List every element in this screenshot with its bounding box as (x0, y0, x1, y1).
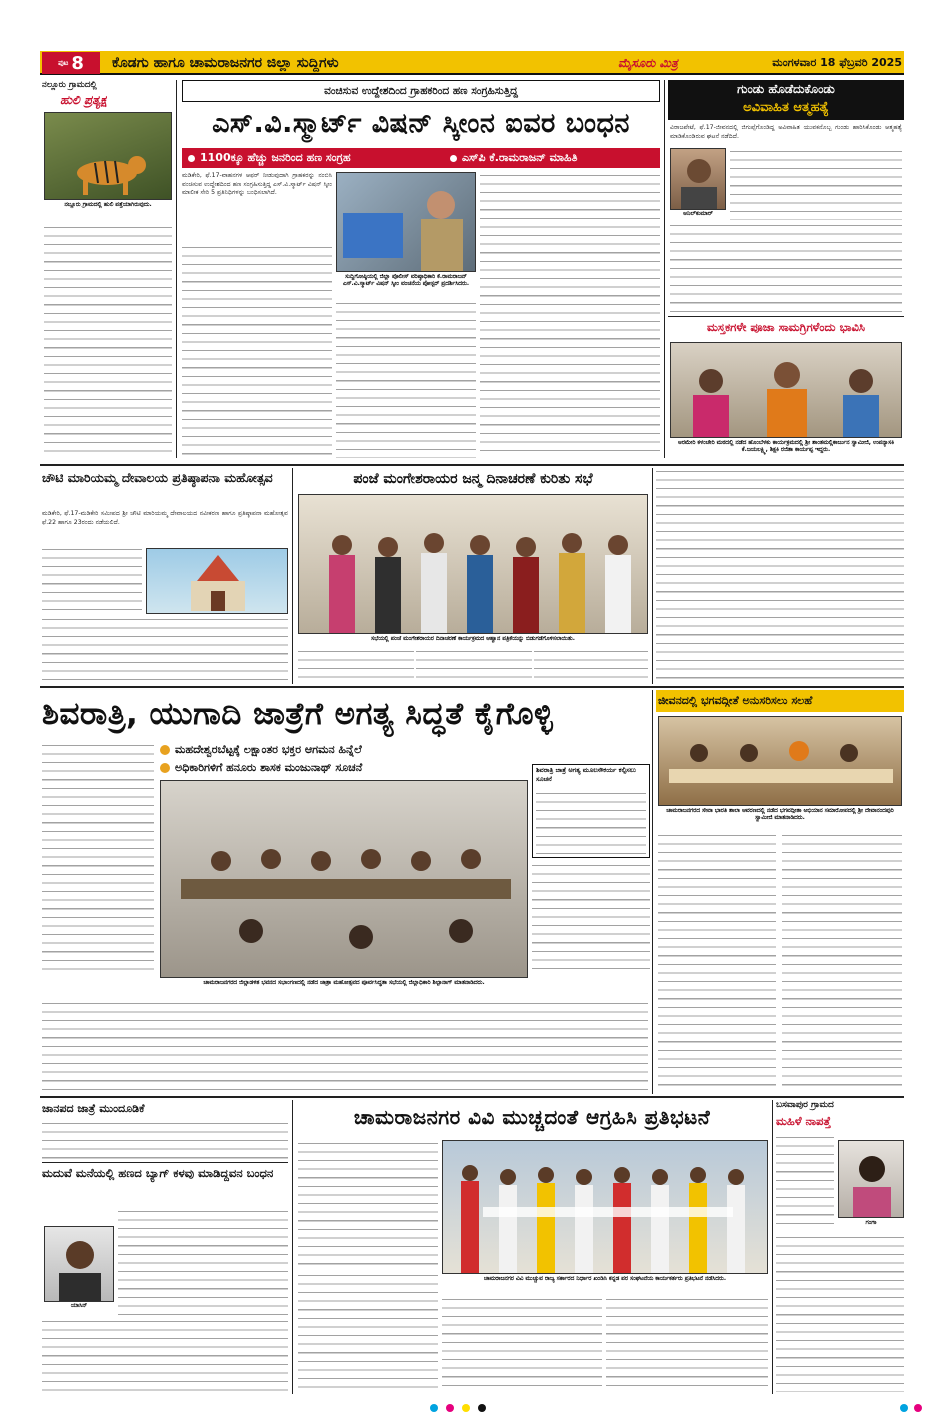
meeting-photo-icon (161, 781, 528, 978)
bullet-icon (188, 155, 195, 162)
registration-mark (478, 1404, 486, 1412)
tiger-title: ಹುಲಿ ಪ್ರತ್ಯಕ್ಷ (60, 93, 107, 107)
theft-body-b (42, 1318, 288, 1392)
col-rule (176, 80, 177, 458)
suicide-body-2 (670, 222, 902, 314)
lead-headline: ಎಸ್.ವಿ.ಸ್ಮಾರ್ಟ್ ವಿಷನ್ ಸ್ಕೀಂನ ಐವರ ಬಂಧನ (212, 108, 630, 139)
shivaratri-headline: ಶಿವರಾತ್ರಿ, ಯುಗಾದಿ ಜಾತ್ರೆಗೆ ಅಗತ್ಯ ಸಿದ್ಧತೆ ಕೈಗೊಳ್ಳಿ (42, 696, 554, 732)
temple-icon (147, 549, 288, 614)
theft-body-a (118, 1208, 288, 1318)
person-icon (839, 1141, 904, 1218)
protest-body-b (298, 1272, 438, 1392)
tiger-kicker: ನಲ್ಲೂರು ಗ್ರಾಮದಲ್ಲಿ (42, 80, 97, 90)
lead-body-col1 (182, 244, 332, 458)
row-rule (40, 686, 904, 688)
col-rule (664, 80, 665, 458)
puja-caption: ಅರಮೇರಿ ಕಳಂಚೇರಿ ಮಠದಲ್ಲಿ ನಡೆದ ಹೊಂಬೆಳಕು ಕಾರ್ಯಕ್ರಮದಲ್ಲಿ ಶ್ರೀ ಶಾಂತಮಲ್ಲಿಕಾರ್ಜುನ ಸ್ವಾಮೀಜಿ, ಉಪನ್ಯಾಸಕಿ ಕೆ.ಜಯಲಕ್ಷ್ಮಿ, ಶಿಕ್ಷಕಿ ರಜಿತಾ ಕಾರ್ಯಪ್ಪ ಇದ್ದರು. (678, 440, 894, 454)
shivaratri-caption: ಚಾಮರಾಜನಗರದ ಜಿಲ್ಲಾಡಳಿತ ಭವನದ ಸಭಾಂಗಣದಲ್ಲಿ ನಡೆದ ಜಾತ್ರಾ ಮಹೋತ್ಸವದ ಪೂರ್ವಸಿದ್ಧತಾ ಸಭೆಯಲ್ಲಿ ಜಿಲ್ಲಾಧಿಕಾರಿ ಶಿಲ್ಪಾನಾಗ್ ಮಾತನಾಡಿದರು. (203, 980, 485, 986)
panje-body-2 (416, 648, 532, 682)
registration-mark (462, 1404, 470, 1412)
gita-body-2 (782, 832, 902, 1092)
suicide-title: ಅವಿವಾಹಿತ ಆತ್ಮಹತ್ಯೆ (743, 100, 829, 115)
shivaratri-body-c (42, 1000, 648, 1092)
suicide-photo (670, 148, 726, 210)
theft-photo (44, 1226, 114, 1302)
shivaratri-body-a (42, 742, 154, 972)
page-number-badge (42, 52, 100, 74)
row-rule (668, 316, 904, 317)
lead-photo (336, 172, 476, 272)
gita-body-1 (658, 832, 776, 1092)
lead-body-col2 (336, 300, 476, 458)
page-number: 8 (71, 52, 84, 74)
col-rule (652, 690, 653, 1094)
suicide-photo-caption: ಅನಿಲ್‌ಕುಮಾರ್ (683, 211, 713, 217)
header-date: ಮಂಗಳವಾರ 18 ಫೆಬ್ರವರಿ 2025 (772, 56, 902, 69)
puja-photo (670, 342, 902, 438)
puja-body (656, 468, 904, 682)
protest-headline: ಚಾಮರಾಜನಗರ ವಿವಿ ಮುಚ್ಚದಂತೆ ಆಗ್ರಹಿಸಿ ಪ್ರತಿಭಟನೆ (353, 1105, 711, 1129)
lead-body-col3 (480, 172, 660, 458)
shivaratri-box-body (536, 790, 646, 854)
shivaratri-body-b (532, 862, 650, 970)
gita-title: ಜೀವನದಲ್ಲಿ ಭಗವದ್ಗೀತೆ ಅನುಸರಿಸಲು ಸಲಹೆ (658, 694, 813, 707)
person-icon (45, 1227, 114, 1302)
theft-title: ಮದುವೆ ಮನೆಯಲ್ಲಿ ಹಣದ ಬ್ಯಾಗ್ ಕಳವು ಮಾಡಿದ್ದವನ ಬಂಧನ (42, 1166, 274, 1180)
gita-photo (658, 716, 902, 806)
section-title: ಕೊಡಗು ಹಾಗೂ ಚಾಮರಾಜನಗರ ಜಿಲ್ಲಾ ಸುದ್ದಿಗಳು (112, 55, 339, 71)
gita-caption: ಚಾಮರಾಜನಗರದ ಸೇವಾ ಭಾರತಿ ಶಾಲಾ ಆವರಣದಲ್ಲಿ ನಡೆದ ಭಗವದ್ಗೀತಾ ಅಭಿಯಾನ ಸಮಾರೋಪದಲ್ಲಿ ಶ್ರೀ ದೇವಾನಂದಪುರಿ ಸ್ವಾಮೀಜಿ ಮಾತನಾಡಿದರು. (666, 808, 894, 822)
panje-photo (298, 494, 648, 634)
protest-body-d (606, 1296, 768, 1392)
panje-body-1 (298, 648, 414, 682)
person-icon (671, 149, 726, 210)
panje-caption: ಸಭೆಯಲ್ಲಿ ಪಂಜೆ ಮಂಗೇಶರಾಯರ ದಿನಾಚರಣೆ ಕಾರ್ಯಕ್ರಮದ ಆಹ್ವಾನ ಪತ್ರಿಕೆಯನ್ನು ಬಿಡುಗಡೆಗೊಳಿಸಲಾಯಿತು. (371, 636, 575, 642)
lead-kicker: ವಂಚಿಸುವ ಉದ್ದೇಶದಿಂದ ಗ್ರಾಹಕರಿಂದ ಹಣ ಸಂಗ್ರಹಿಸುತ್ತಿದ್ದ (324, 85, 518, 97)
registration-mark (900, 1404, 908, 1412)
lead-caption: ಸುದ್ದಿಗೋಷ್ಠಿಯಲ್ಲಿ ಜಿಲ್ಲಾ ಪೊಲೀಸ್ ವರಿಷ್ಠಾಧಿಕಾರಿ ಕೆ.ರಾಮರಾಜನ್ ಎಸ್.ವಿ.ಸ್ಮಾರ್ಟ್ ವಿಷನ್ ಸ್ಕೀಂ ವಂಚನೆಯ ಪೋಸ್ಟರ್ ಪ್ರದರ್ಶಿಸಿದರು. (342, 274, 470, 288)
row-rule (42, 1162, 288, 1163)
protest-body-c (442, 1296, 602, 1392)
police-officer-icon (337, 173, 476, 272)
shivaratri-sub1 (160, 742, 650, 758)
shivaratri-photo (160, 780, 528, 978)
suicide-kicker: ಗುಂಡು ಹೊಡೆದುಕೊಂಡು (737, 82, 835, 96)
lead-sub1 (188, 150, 448, 166)
tiger-caption: ನಲ್ಲೂರು ಗ್ರಾಮದಲ್ಲಿ ಹುಲಿ ಪತ್ತೆಯಾಗಿರುವುದು. (64, 202, 152, 208)
lead-intro: ಮಡಿಕೇರಿ, ಫೆ.17-ವಾಹನಗಳ ಆಫರ್ ನೀಡುವುದಾಗಿ ಗ್ರಾಹಕರನ್ನು ನಂಬಿಸಿ ವಂಚಿಸುವ ಉದ್ದೇಶದಿಂದ ಹಣ ಸಂಗ್ರಹಿಸುತ್ತಿದ್ದ ಎಸ್.ವಿ.ಸ್ಮಾರ್ಟ್ ವಿಷನ್ ಸ್ಕೀಂ ಮಾಲೀಕ ಸೇರಿ 5 ಪ್ರತಿನಿಧಿಗಳನ್ನು ಬಂಧಿಸಲಾಗಿದೆ. (182, 172, 332, 197)
col-rule (772, 1100, 773, 1394)
row-rule (40, 464, 904, 466)
puja-title: ಮಸ್ತಕಗಳೇ ಪೂಜಾ ಸಾಮಗ್ರಿಗಳೆಂದು ಭಾವಿಸಿ (706, 320, 866, 334)
temple-photo (146, 548, 288, 614)
seminar-icon (659, 717, 902, 806)
suicide-body (730, 148, 902, 220)
page-label: ಪುಟ (58, 58, 69, 67)
missing-body-a (776, 1134, 834, 1230)
protest-photo (442, 1140, 768, 1274)
lead-sub2-text: ಎಸ್‌ಪಿ ಕೆ.ರಾಮರಾಜನ್ ಮಾಹಿತಿ (462, 151, 578, 164)
janapada-body (42, 1120, 288, 1160)
temple-title: ಚೌಟಿ ಮಾರಿಯಮ್ಮ ದೇವಾಲಯ ಪ್ರತಿಷ್ಠಾಪನಾ ಮಹೋತ್ಸವ (42, 470, 273, 485)
missing-photo-caption: ಗಂಗಾ (865, 1220, 877, 1226)
bullet-icon (160, 763, 170, 773)
registration-mark (446, 1404, 454, 1412)
bullet-icon (160, 745, 170, 755)
people-icon (671, 343, 902, 438)
temple-body-b (42, 616, 288, 682)
suicide-intro: ವಿರಾಜಪೇಟೆ, ಫೆ.17-ಜೀವನದಲ್ಲಿ ಜಿಗುಪ್ಸೆಗೊಂಡಿದ್ದ ಅವಿವಾಹಿತ ಯುವಕನೊಬ್ಬ ಗುಂಡು ಹಾರಿಸಿಕೊಂಡು ಆತ್ಮಹತ್ಯೆ ಮಾಡಿಕೊಂಡಿರುವ ಘಟನೆ ನಡೆದಿದೆ. (670, 124, 902, 140)
registration-mark (914, 1404, 922, 1412)
col-rule (652, 468, 653, 684)
missing-kicker: ಬಸವಾಪುರ ಗ್ರಾಮದ (776, 1100, 834, 1110)
shivaratri-box-title: ಶಿವರಾತ್ರಿ ಜಾತ್ರೆ ಅಗತ್ಯ ಮೂಲಸೌಕರ್ಯ ಕಲ್ಪಿಸಲು ಸೂಚನೆ (536, 766, 636, 783)
missing-photo (838, 1140, 904, 1218)
janapada-title: ಜಾನಪದ ಜಾತ್ರೆ ಮುಂದೂಡಿಕೆ (42, 1102, 145, 1115)
paper-name: ಮೈಸೂರು ಮಿತ್ರ (618, 56, 678, 70)
group-photo-icon (299, 495, 648, 634)
protest-caption: ಚಾಮರಾಜನಗರ ವಿವಿ ಮುಚ್ಚುವ ರಾಜ್ಯ ಸರ್ಕಾರದ ನಿರ್ಧಾರ ಖಂಡಿಸಿ ಕನ್ನಡ ಪರ ಸಂಘಟನೆಯ ಕಾರ್ಯಕರ್ತರು ಪ್ರತಿಭಟನೆ ನಡೆಸಿದರು. (483, 1276, 727, 1282)
panje-body-3 (534, 648, 648, 682)
protest-body-a (298, 1140, 438, 1270)
missing-title: ಮಹಿಳೆ ನಾಪತ್ತೆ (776, 1114, 831, 1128)
row-rule (40, 1096, 904, 1098)
col-rule (292, 468, 293, 684)
registration-mark (430, 1404, 438, 1412)
lead-sub1-text: 1100ಕ್ಕೂ ಹೆಚ್ಚು ಜನರಿಂದ ಹಣ ಸಂಗ್ರಹ (200, 151, 351, 164)
temple-intro: ಮಡಿಕೇರಿ, ಫೆ.17-ಮಡಿಕೇರಿ ಸಮೀಪದ ಶ್ರೀ ಚೌಟಿ ಮಾರಿಯಮ್ಮ ದೇವಾಲಯದ ನವೀಕರಣ ಹಾಗೂ ಪ್ರತಿಷ್ಠಾಪನಾ ಮಹೋತ್ಸವ ಫೆ.22 ಹಾಗೂ 23ರಂದು ನಡೆಯಲಿದೆ. (42, 510, 288, 526)
tiger-photo (44, 112, 172, 200)
panje-title: ಪಂಜೆ ಮಂಗೇಶರಾಯರ ಜನ್ಮ ದಿನಾಚರಣೆ ಕುರಿತು ಸಭೆ (353, 471, 593, 487)
bullet-icon (450, 155, 457, 162)
missing-body-b (776, 1234, 904, 1392)
lead-sub2 (450, 150, 658, 166)
protest-photo-icon (443, 1141, 768, 1274)
shivaratri-sub2-text: ಅಧಿಕಾರಿಗಳಿಗೆ ಹನೂರು ಶಾಸಕ ಮಂಜುನಾಥ್ ಸೂಚನೆ (175, 761, 363, 774)
shivaratri-sub1-text: ಮಹದೇಶ್ವರಬೆಟ್ಟಕ್ಕೆ ಲಕ್ಷಾಂತರ ಭಕ್ತರ ಆಗಮನ ಹಿನ್ನೆಲೆ (175, 743, 362, 756)
tiger-icon (45, 113, 172, 200)
theft-photo-caption: ಯಾಸಿನ್ (70, 1303, 88, 1309)
temple-body-a (42, 546, 142, 610)
col-rule (292, 1100, 293, 1394)
tiger-body (44, 224, 172, 456)
